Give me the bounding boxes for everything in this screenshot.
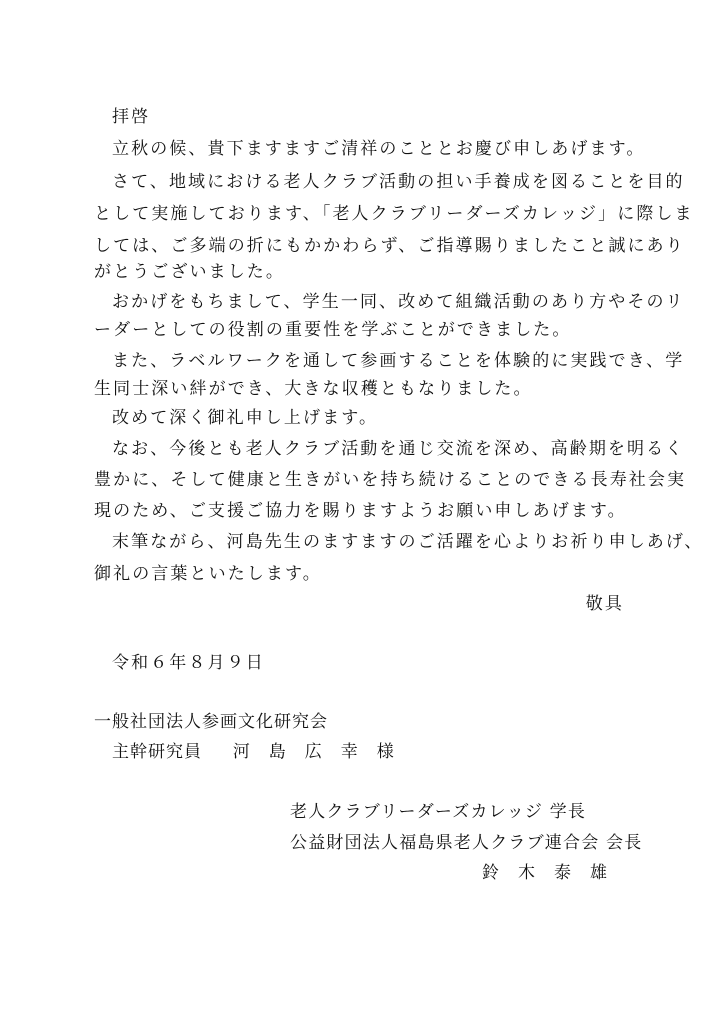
opening-word: 拝啓: [112, 107, 151, 127]
sender-name: 鈴 木 泰 雄: [482, 863, 608, 883]
paragraph-2-line-2: ーダーとしての役割の重要性を学ぶことができました。: [94, 320, 572, 340]
paragraph-1-line-4: がとうございました。: [94, 262, 285, 282]
sender-title-2: 公益財団法人福島県老人クラブ連合会 会長: [290, 833, 643, 853]
recipient-line: [112, 741, 395, 763]
sender-title-1: 老人クラブリーダーズカレッジ 学長: [290, 802, 587, 822]
paragraph-1-line-2: として実施しております、「老人クラブリーダーズカレッジ」に際しま: [94, 204, 694, 224]
paragraph-6-line-1: 末筆ながら、河島先生のますますのご活躍を心よりお祈り申しあげ、: [112, 532, 704, 552]
paragraph-1-line-1: さて、地域における老人クラブ活動の担い手養成を図ることを目的: [112, 172, 685, 192]
paragraph-5-line-1: なお、今後とも老人クラブ活動を通じ交流を深め、高齢期を明るく: [112, 439, 685, 459]
paragraph-1-line-3: しては、ご多端の折にもかかわらず、ご指導賜りましたこと誠にあり: [94, 236, 685, 256]
paragraph-5-line-2: 豊かに、そして健康と生きがいを持ち続けることのできる長寿社会実: [94, 470, 687, 490]
paragraph-5-line-3: 現のため、ご支援ご協力を賜りますようお願い申しあげます。: [94, 501, 627, 521]
recipient-title: 主幹研究員: [112, 742, 202, 762]
recipient-name: 河 島 広 幸 様: [232, 742, 395, 762]
recipient-organization: 一般社団法人参画文化研究会: [94, 712, 328, 732]
paragraph-3-line-1: また、ラベルワークを通して参画することを体験的に実践でき、学: [112, 351, 685, 371]
paragraph-3-line-2: 生同士深い絆ができ、大きな収穫ともなりました。: [94, 379, 533, 399]
paragraph-6-line-2: 御礼の言葉といたします。: [94, 564, 322, 584]
closing-word: 敬具: [585, 594, 624, 614]
paragraph-4: 改めて深く御礼申し上げます。: [112, 408, 379, 428]
paragraph-2-line-1: おかげをもちまして、学生一同、改めて組織活動のあり方やそのリ: [112, 292, 685, 312]
seasonal-greeting: 立秋の候、貴下ますますご清祥のこととお慶び申しあげます。: [112, 139, 646, 159]
letter-date: 令和６年８月９日: [112, 653, 265, 673]
